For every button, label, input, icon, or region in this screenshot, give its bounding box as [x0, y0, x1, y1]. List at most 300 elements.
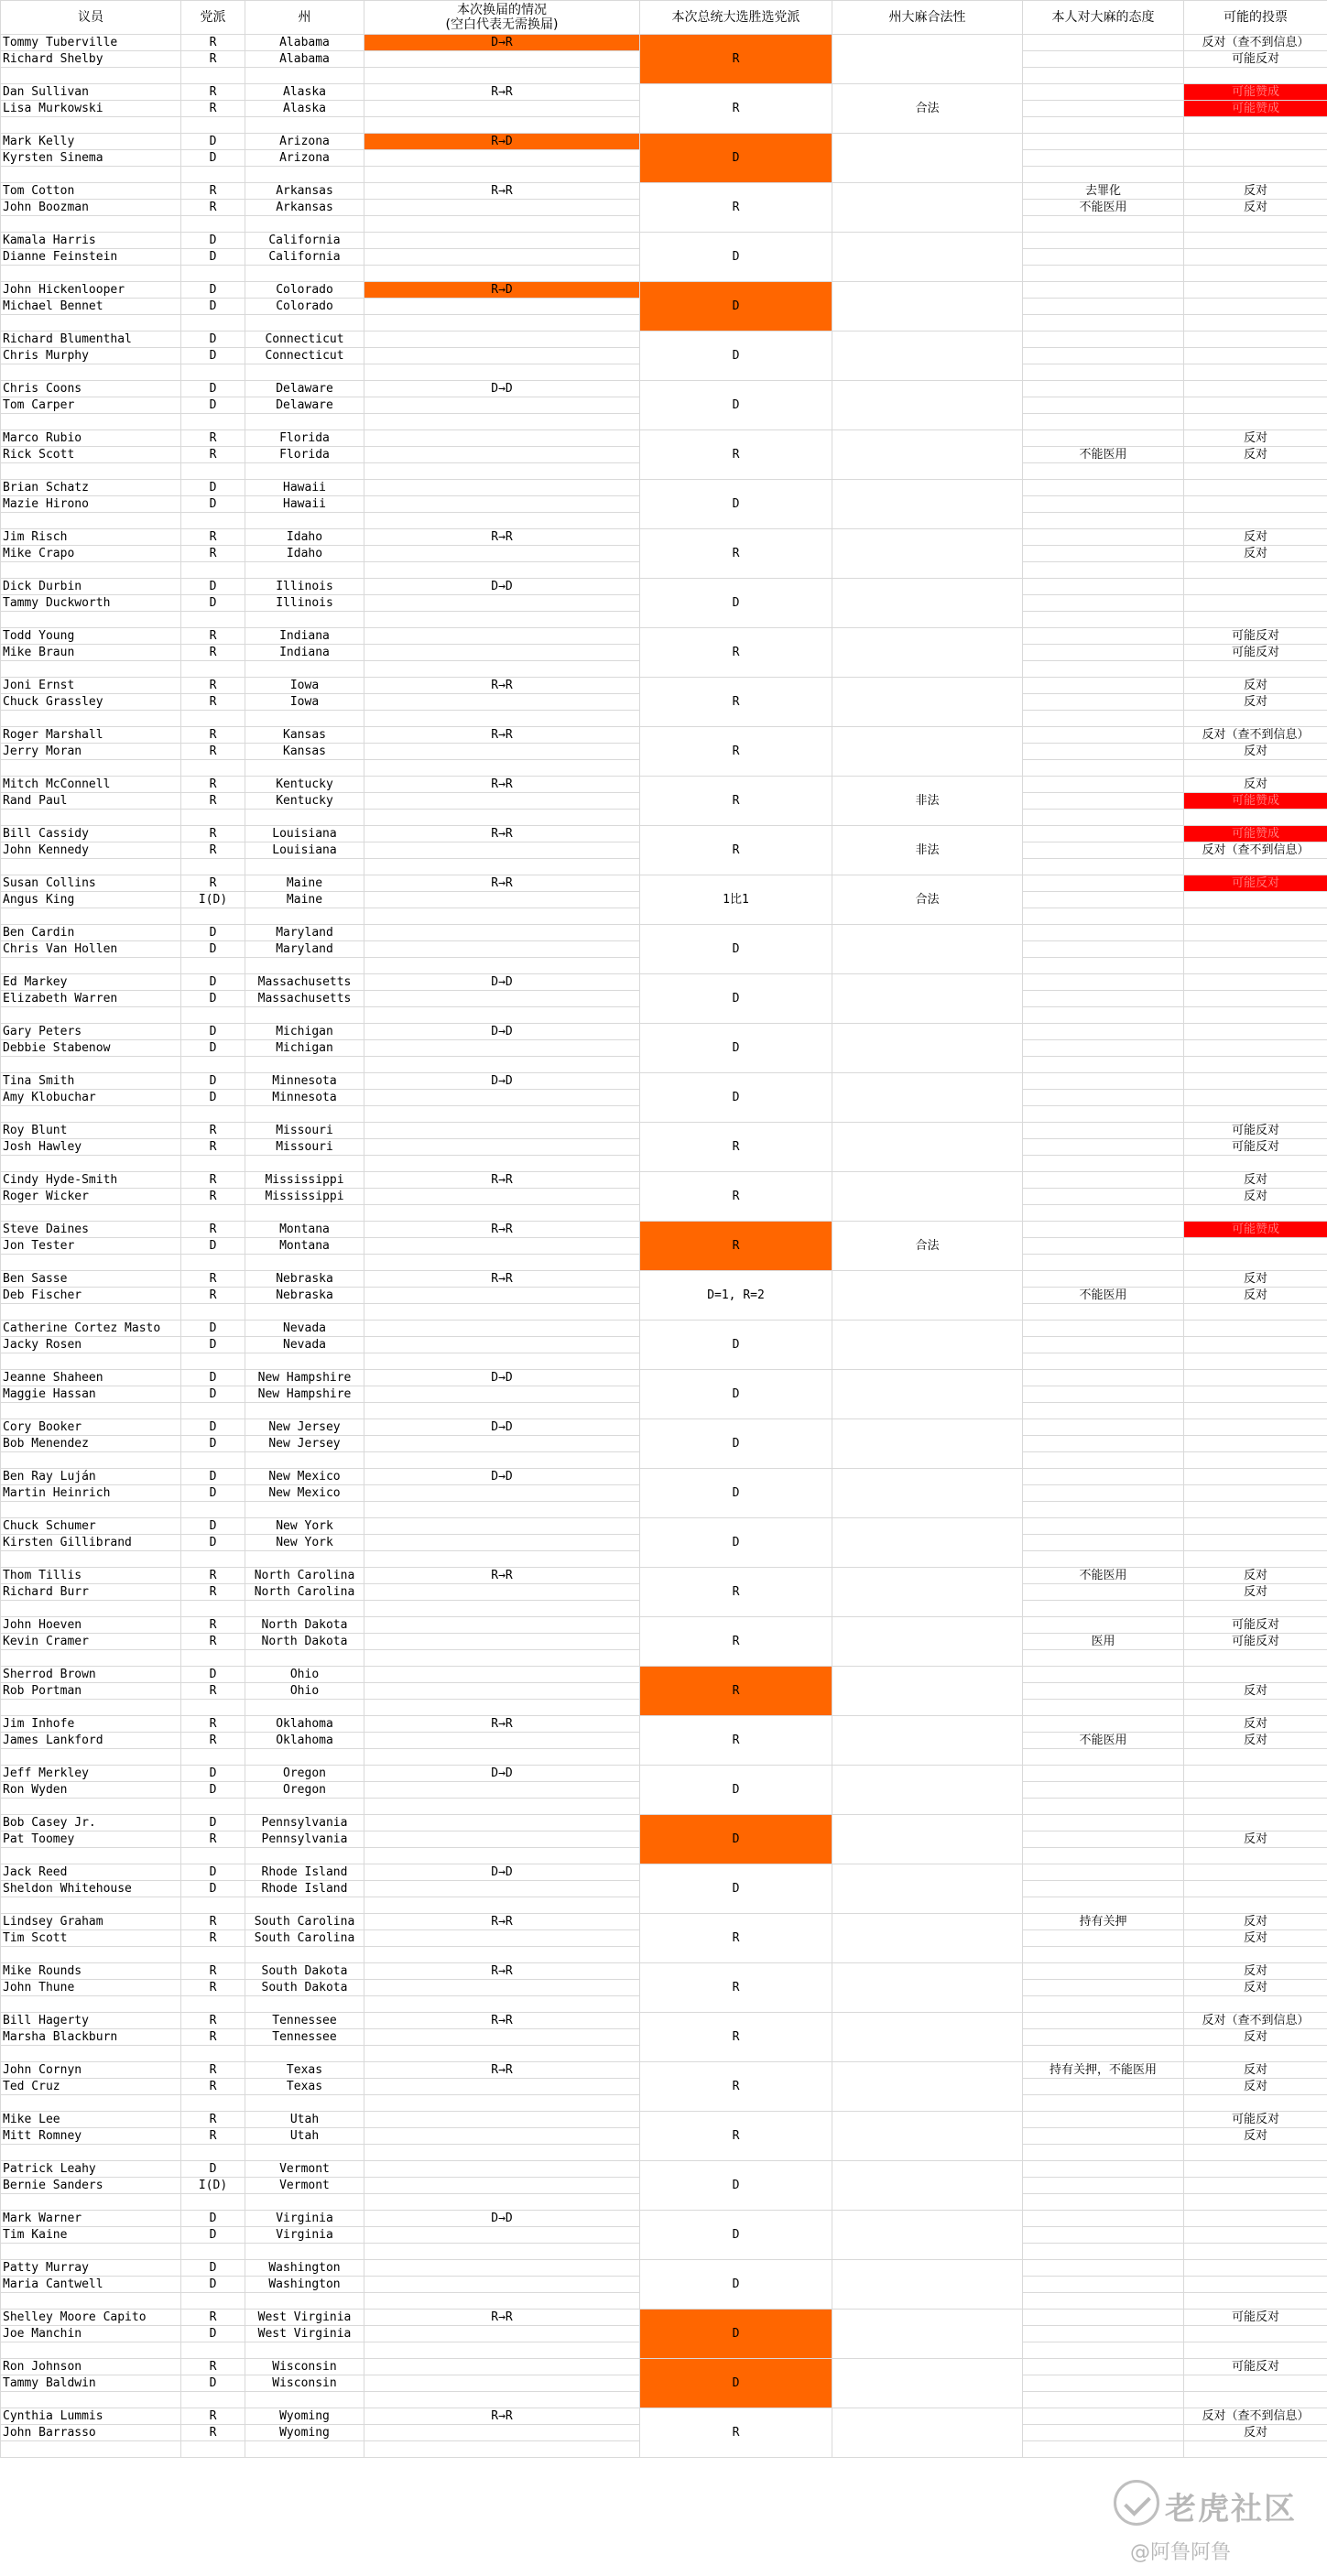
presidential-winner-cell[interactable]: 1比1	[640, 875, 832, 925]
empty-senator-cell[interactable]	[1, 266, 181, 282]
senator-name-cell[interactable]: Tim Kaine	[1, 2227, 181, 2244]
seat-change-cell[interactable]	[364, 892, 640, 908]
senator-name-cell[interactable]: Mike Rounds	[1, 1963, 181, 1980]
likely-vote-cell[interactable]: 反对	[1184, 546, 1327, 562]
seat-change-cell[interactable]	[364, 1634, 640, 1650]
empty-senator-cell[interactable]	[1, 1304, 181, 1321]
attitude-cell[interactable]: 持有关押，不能医用	[1023, 2062, 1184, 2079]
empty-seat-change-cell[interactable]	[364, 68, 640, 84]
state-legality-cell[interactable]	[832, 1123, 1023, 1172]
party-cell[interactable]: R	[181, 84, 245, 101]
seat-change-cell[interactable]	[364, 793, 640, 810]
state-cell[interactable]: Michigan	[245, 1024, 364, 1040]
state-cell[interactable]: Pennsylvania	[245, 1815, 364, 1831]
state-cell[interactable]: Missouri	[245, 1123, 364, 1139]
senator-name-cell[interactable]: Joe Manchin	[1, 2326, 181, 2342]
attitude-cell[interactable]	[1023, 793, 1184, 810]
empty-likely-vote-cell[interactable]	[1184, 1897, 1327, 1914]
state-cell[interactable]: Montana	[245, 1238, 364, 1255]
seat-change-cell[interactable]	[364, 842, 640, 859]
seat-change-cell[interactable]: R→R	[364, 1222, 640, 1238]
likely-vote-cell[interactable]: 可能反对	[1184, 2359, 1327, 2375]
senator-name-cell[interactable]: Joni Ernst	[1, 678, 181, 694]
senator-name-cell[interactable]: Gary Peters	[1, 1024, 181, 1040]
empty-senator-cell[interactable]	[1, 2342, 181, 2359]
seat-change-cell[interactable]	[364, 200, 640, 216]
state-cell[interactable]: Kansas	[245, 727, 364, 744]
likely-vote-cell[interactable]	[1184, 1024, 1327, 1040]
attitude-cell[interactable]	[1023, 299, 1184, 315]
presidential-winner-cell[interactable]: D	[640, 381, 832, 430]
state-legality-cell[interactable]: 合法	[832, 84, 1023, 134]
presidential-winner-cell[interactable]: D	[640, 2359, 832, 2408]
party-cell[interactable]: I(D)	[181, 892, 245, 908]
state-legality-cell[interactable]	[832, 1864, 1023, 1914]
header-seat-change[interactable]: 本次换届的情况 (空白代表无需换届)	[364, 1, 640, 35]
presidential-winner-cell[interactable]: D	[640, 1766, 832, 1815]
likely-vote-cell[interactable]	[1184, 579, 1327, 595]
seat-change-cell[interactable]	[364, 299, 640, 315]
seat-change-cell[interactable]	[364, 1518, 640, 1535]
likely-vote-cell[interactable]: 反对	[1184, 200, 1327, 216]
attitude-cell[interactable]	[1023, 1518, 1184, 1535]
empty-likely-vote-cell[interactable]	[1184, 661, 1327, 678]
empty-senator-cell[interactable]	[1, 414, 181, 430]
party-cell[interactable]: D	[181, 1518, 245, 1535]
senator-name-cell[interactable]: Chris Coons	[1, 381, 181, 397]
party-cell[interactable]: R	[181, 1271, 245, 1288]
likely-vote-cell[interactable]	[1184, 150, 1327, 167]
senator-name-cell[interactable]: Mitt Romney	[1, 2128, 181, 2145]
seat-change-cell[interactable]	[364, 1930, 640, 1947]
empty-party-cell[interactable]	[181, 562, 245, 579]
state-cell[interactable]: Hawaii	[245, 480, 364, 496]
empty-attitude-cell[interactable]	[1023, 810, 1184, 826]
likely-vote-cell[interactable]: 可能反对	[1184, 645, 1327, 661]
seat-change-cell[interactable]	[364, 2227, 640, 2244]
likely-vote-cell[interactable]	[1184, 991, 1327, 1007]
attitude-cell[interactable]: 不能医用	[1023, 1733, 1184, 1749]
empty-senator-cell[interactable]	[1, 2145, 181, 2161]
likely-vote-cell[interactable]	[1184, 332, 1327, 348]
empty-senator-cell[interactable]	[1, 2392, 181, 2408]
empty-state-cell[interactable]	[245, 414, 364, 430]
empty-attitude-cell[interactable]	[1023, 1353, 1184, 1370]
senator-name-cell[interactable]: Kevin Cramer	[1, 1634, 181, 1650]
presidential-winner-cell[interactable]: D	[640, 1370, 832, 1419]
state-legality-cell[interactable]	[832, 1963, 1023, 2013]
state-cell[interactable]: West Virginia	[245, 2326, 364, 2342]
state-cell[interactable]: Minnesota	[245, 1090, 364, 1106]
seat-change-cell[interactable]	[364, 694, 640, 711]
likely-vote-cell[interactable]	[1184, 1419, 1327, 1436]
empty-attitude-cell[interactable]	[1023, 908, 1184, 925]
party-cell[interactable]: R	[181, 645, 245, 661]
empty-party-cell[interactable]	[181, 364, 245, 381]
presidential-winner-cell[interactable]: R	[640, 1963, 832, 2013]
attitude-cell[interactable]	[1023, 1073, 1184, 1090]
presidential-winner-cell[interactable]: D	[640, 1321, 832, 1370]
party-cell[interactable]: D	[181, 2227, 245, 2244]
empty-party-cell[interactable]	[181, 315, 245, 332]
attitude-cell[interactable]	[1023, 1123, 1184, 1139]
empty-likely-vote-cell[interactable]	[1184, 364, 1327, 381]
state-legality-cell[interactable]	[832, 480, 1023, 529]
empty-seat-change-cell[interactable]	[364, 117, 640, 134]
party-cell[interactable]: D	[181, 1370, 245, 1386]
empty-likely-vote-cell[interactable]	[1184, 1947, 1327, 1963]
empty-party-cell[interactable]	[181, 2046, 245, 2062]
empty-party-cell[interactable]	[181, 1057, 245, 1073]
empty-attitude-cell[interactable]	[1023, 562, 1184, 579]
state-cell[interactable]: Louisiana	[245, 842, 364, 859]
empty-party-cell[interactable]	[181, 661, 245, 678]
party-cell[interactable]: R	[181, 447, 245, 463]
empty-seat-change-cell[interactable]	[364, 315, 640, 332]
empty-party-cell[interactable]	[181, 1650, 245, 1667]
empty-senator-cell[interactable]	[1, 1996, 181, 2013]
party-cell[interactable]: D	[181, 1815, 245, 1831]
empty-party-cell[interactable]	[181, 167, 245, 183]
state-cell[interactable]: Utah	[245, 2112, 364, 2128]
seat-change-cell[interactable]	[364, 1386, 640, 1403]
senator-name-cell[interactable]: Maria Cantwell	[1, 2277, 181, 2293]
likely-vote-cell[interactable]	[1184, 233, 1327, 249]
seat-change-cell[interactable]	[364, 744, 640, 760]
senator-name-cell[interactable]: Kamala Harris	[1, 233, 181, 249]
senator-name-cell[interactable]: Tina Smith	[1, 1073, 181, 1090]
empty-likely-vote-cell[interactable]	[1184, 2293, 1327, 2310]
likely-vote-cell[interactable]	[1184, 381, 1327, 397]
seat-change-cell[interactable]	[364, 1584, 640, 1601]
empty-party-cell[interactable]	[181, 463, 245, 480]
empty-likely-vote-cell[interactable]	[1184, 612, 1327, 628]
empty-seat-change-cell[interactable]	[364, 2194, 640, 2211]
empty-senator-cell[interactable]	[1, 1601, 181, 1617]
party-cell[interactable]: R	[181, 1189, 245, 1205]
senator-name-cell[interactable]: Richard Burr	[1, 1584, 181, 1601]
likely-vote-cell[interactable]: 反对	[1184, 1980, 1327, 1996]
empty-attitude-cell[interactable]	[1023, 661, 1184, 678]
likely-vote-cell[interactable]: 可能反对	[1184, 628, 1327, 645]
party-cell[interactable]: R	[181, 777, 245, 793]
attitude-cell[interactable]	[1023, 1386, 1184, 1403]
likely-vote-cell[interactable]	[1184, 2227, 1327, 2244]
party-cell[interactable]: D	[181, 480, 245, 496]
senator-name-cell[interactable]: Jack Reed	[1, 1864, 181, 1881]
state-cell[interactable]: South Dakota	[245, 1980, 364, 1996]
attitude-cell[interactable]	[1023, 2211, 1184, 2227]
empty-seat-change-cell[interactable]	[364, 513, 640, 529]
empty-senator-cell[interactable]	[1, 1255, 181, 1271]
empty-likely-vote-cell[interactable]	[1184, 810, 1327, 826]
state-cell[interactable]: Massachusetts	[245, 974, 364, 991]
state-legality-cell[interactable]	[832, 1172, 1023, 1222]
empty-likely-vote-cell[interactable]	[1184, 2244, 1327, 2260]
presidential-winner-cell[interactable]: D	[640, 282, 832, 332]
party-cell[interactable]: R	[181, 826, 245, 842]
empty-attitude-cell[interactable]	[1023, 711, 1184, 727]
party-cell[interactable]: D	[181, 1535, 245, 1551]
empty-attitude-cell[interactable]	[1023, 859, 1184, 875]
state-legality-cell[interactable]	[832, 1568, 1023, 1617]
party-cell[interactable]: D	[181, 1436, 245, 1452]
likely-vote-cell[interactable]	[1184, 397, 1327, 414]
empty-seat-change-cell[interactable]	[364, 1255, 640, 1271]
party-cell[interactable]: R	[181, 35, 245, 51]
senator-name-cell[interactable]: Thom Tillis	[1, 1568, 181, 1584]
empty-senator-cell[interactable]	[1, 1947, 181, 1963]
empty-party-cell[interactable]	[181, 2244, 245, 2260]
empty-likely-vote-cell[interactable]	[1184, 958, 1327, 974]
likely-vote-cell[interactable]: 反对	[1184, 1733, 1327, 1749]
seat-change-cell[interactable]: R→R	[364, 2408, 640, 2425]
senator-name-cell[interactable]: Dick Durbin	[1, 579, 181, 595]
attitude-cell[interactable]	[1023, 875, 1184, 892]
senator-name-cell[interactable]: Jacky Rosen	[1, 1337, 181, 1353]
state-cell[interactable]: New Hampshire	[245, 1386, 364, 1403]
empty-likely-vote-cell[interactable]	[1184, 1007, 1327, 1024]
empty-state-cell[interactable]	[245, 1996, 364, 2013]
senator-name-cell[interactable]: Tammy Baldwin	[1, 2375, 181, 2392]
empty-attitude-cell[interactable]	[1023, 1502, 1184, 1518]
empty-seat-change-cell[interactable]	[364, 760, 640, 777]
empty-party-cell[interactable]	[181, 2194, 245, 2211]
likely-vote-cell[interactable]	[1184, 1370, 1327, 1386]
state-legality-cell[interactable]	[832, 2112, 1023, 2161]
state-legality-cell[interactable]	[832, 2211, 1023, 2260]
party-cell[interactable]: R	[181, 546, 245, 562]
senator-name-cell[interactable]: Mark Kelly	[1, 134, 181, 150]
senator-name-cell[interactable]: Josh Hawley	[1, 1139, 181, 1156]
empty-attitude-cell[interactable]	[1023, 1255, 1184, 1271]
empty-seat-change-cell[interactable]	[364, 1353, 640, 1370]
senator-name-cell[interactable]: Chuck Grassley	[1, 694, 181, 711]
likely-vote-cell[interactable]: 反对	[1184, 1568, 1327, 1584]
party-cell[interactable]: R	[181, 1683, 245, 1700]
likely-vote-cell[interactable]: 反对（查不到信息）	[1184, 2408, 1327, 2425]
state-cell[interactable]: Arkansas	[245, 183, 364, 200]
party-cell[interactable]: D	[181, 991, 245, 1007]
presidential-winner-cell[interactable]: D	[640, 1024, 832, 1073]
presidential-winner-cell[interactable]: D	[640, 480, 832, 529]
empty-party-cell[interactable]	[181, 1452, 245, 1469]
empty-party-cell[interactable]	[181, 760, 245, 777]
likely-vote-cell[interactable]	[1184, 1881, 1327, 1897]
seat-change-cell[interactable]: D→R	[364, 35, 640, 51]
seat-change-cell[interactable]	[364, 546, 640, 562]
seat-change-cell[interactable]	[364, 1881, 640, 1897]
state-cell[interactable]: Rhode Island	[245, 1881, 364, 1897]
empty-senator-cell[interactable]	[1, 463, 181, 480]
presidential-winner-cell[interactable]: R	[640, 1123, 832, 1172]
attitude-cell[interactable]: 不能医用	[1023, 1568, 1184, 1584]
likely-vote-cell[interactable]: 反对	[1184, 744, 1327, 760]
likely-vote-cell[interactable]	[1184, 1238, 1327, 1255]
likely-vote-cell[interactable]	[1184, 1040, 1327, 1057]
likely-vote-cell[interactable]	[1184, 2161, 1327, 2178]
seat-change-cell[interactable]	[364, 1683, 640, 1700]
empty-seat-change-cell[interactable]	[364, 1304, 640, 1321]
senator-name-cell[interactable]: Richard Blumenthal	[1, 332, 181, 348]
state-legality-cell[interactable]	[832, 529, 1023, 579]
likely-vote-cell[interactable]	[1184, 1518, 1327, 1535]
state-cell[interactable]: Mississippi	[245, 1172, 364, 1189]
empty-state-cell[interactable]	[245, 562, 364, 579]
likely-vote-cell[interactable]	[1184, 1469, 1327, 1485]
senator-name-cell[interactable]: Tim Scott	[1, 1930, 181, 1947]
seat-change-cell[interactable]	[364, 233, 640, 249]
senator-name-cell[interactable]: Mike Braun	[1, 645, 181, 661]
likely-vote-cell[interactable]: 反对	[1184, 1963, 1327, 1980]
empty-senator-cell[interactable]	[1, 1403, 181, 1419]
likely-vote-cell[interactable]	[1184, 1766, 1327, 1782]
seat-change-cell[interactable]	[364, 1139, 640, 1156]
senator-name-cell[interactable]: Ben Sasse	[1, 1271, 181, 1288]
party-cell[interactable]: R	[181, 430, 245, 447]
attitude-cell[interactable]	[1023, 2277, 1184, 2293]
likely-vote-cell[interactable]	[1184, 941, 1327, 958]
attitude-cell[interactable]	[1023, 1980, 1184, 1996]
empty-senator-cell[interactable]	[1, 68, 181, 84]
empty-seat-change-cell[interactable]	[364, 364, 640, 381]
empty-party-cell[interactable]	[181, 2441, 245, 2458]
presidential-winner-cell[interactable]: R	[640, 1667, 832, 1716]
attitude-cell[interactable]	[1023, 233, 1184, 249]
empty-party-cell[interactable]	[181, 2342, 245, 2359]
likely-vote-cell[interactable]	[1184, 1667, 1327, 1683]
empty-senator-cell[interactable]	[1, 562, 181, 579]
seat-change-cell[interactable]: D→D	[364, 1073, 640, 1090]
presidential-winner-cell[interactable]: R	[640, 1222, 832, 1271]
state-legality-cell[interactable]: 合法	[832, 875, 1023, 925]
empty-attitude-cell[interactable]	[1023, 364, 1184, 381]
empty-party-cell[interactable]	[181, 1106, 245, 1123]
state-legality-cell[interactable]	[832, 1667, 1023, 1716]
likely-vote-cell[interactable]	[1184, 595, 1327, 612]
empty-likely-vote-cell[interactable]	[1184, 760, 1327, 777]
presidential-winner-cell[interactable]: R	[640, 1172, 832, 1222]
attitude-cell[interactable]	[1023, 727, 1184, 744]
attitude-cell[interactable]	[1023, 1419, 1184, 1436]
party-cell[interactable]: D	[181, 1321, 245, 1337]
party-cell[interactable]: R	[181, 1123, 245, 1139]
state-cell[interactable]: South Carolina	[245, 1930, 364, 1947]
party-cell[interactable]: R	[181, 1930, 245, 1947]
state-cell[interactable]: Iowa	[245, 694, 364, 711]
state-legality-cell[interactable]	[832, 2062, 1023, 2112]
attitude-cell[interactable]	[1023, 941, 1184, 958]
empty-state-cell[interactable]	[245, 1848, 364, 1864]
seat-change-cell[interactable]	[364, 1815, 640, 1831]
senator-name-cell[interactable]: Ted Cruz	[1, 2079, 181, 2095]
header-state-legality[interactable]: 州大麻合法性	[832, 1, 1023, 35]
empty-party-cell[interactable]	[181, 958, 245, 974]
seat-change-cell[interactable]: R→R	[364, 84, 640, 101]
empty-senator-cell[interactable]	[1, 1156, 181, 1172]
party-cell[interactable]: D	[181, 348, 245, 364]
empty-party-cell[interactable]	[181, 1947, 245, 1963]
state-cell[interactable]: Arizona	[245, 134, 364, 150]
attitude-cell[interactable]	[1023, 249, 1184, 266]
senator-name-cell[interactable]: Cynthia Lummis	[1, 2408, 181, 2425]
empty-state-cell[interactable]	[245, 1749, 364, 1766]
seat-change-cell[interactable]	[364, 2112, 640, 2128]
attitude-cell[interactable]	[1023, 1238, 1184, 1255]
attitude-cell[interactable]	[1023, 2326, 1184, 2342]
empty-senator-cell[interactable]	[1, 1057, 181, 1073]
seat-change-cell[interactable]	[364, 1980, 640, 1996]
empty-attitude-cell[interactable]	[1023, 2441, 1184, 2458]
empty-attitude-cell[interactable]	[1023, 1007, 1184, 1024]
empty-state-cell[interactable]	[245, 908, 364, 925]
senator-name-cell[interactable]: Ed Markey	[1, 974, 181, 991]
state-legality-cell[interactable]	[832, 282, 1023, 332]
empty-state-cell[interactable]	[245, 2293, 364, 2310]
senator-name-cell[interactable]: Bob Casey Jr.	[1, 1815, 181, 1831]
empty-state-cell[interactable]	[245, 315, 364, 332]
empty-attitude-cell[interactable]	[1023, 2194, 1184, 2211]
empty-likely-vote-cell[interactable]	[1184, 1650, 1327, 1667]
party-cell[interactable]: D	[181, 1469, 245, 1485]
presidential-winner-cell[interactable]: D	[640, 579, 832, 628]
empty-party-cell[interactable]	[181, 68, 245, 84]
attitude-cell[interactable]	[1023, 1930, 1184, 1947]
empty-party-cell[interactable]	[181, 1255, 245, 1271]
state-cell[interactable]: Pennsylvania	[245, 1831, 364, 1848]
party-cell[interactable]: D	[181, 1419, 245, 1436]
state-cell[interactable]: Michigan	[245, 1040, 364, 1057]
presidential-winner-cell[interactable]: D	[640, 1815, 832, 1864]
state-cell[interactable]: Hawaii	[245, 496, 364, 513]
seat-change-cell[interactable]: R→D	[364, 282, 640, 299]
empty-attitude-cell[interactable]	[1023, 463, 1184, 480]
empty-seat-change-cell[interactable]	[364, 1996, 640, 2013]
party-cell[interactable]: R	[181, 2029, 245, 2046]
seat-change-cell[interactable]	[364, 348, 640, 364]
empty-state-cell[interactable]	[245, 810, 364, 826]
seat-change-cell[interactable]: D→D	[364, 974, 640, 991]
state-legality-cell[interactable]	[832, 430, 1023, 480]
seat-change-cell[interactable]: R→R	[364, 2310, 640, 2326]
seat-change-cell[interactable]	[364, 480, 640, 496]
party-cell[interactable]: D	[181, 1881, 245, 1897]
attitude-cell[interactable]: 不能医用	[1023, 200, 1184, 216]
seat-change-cell[interactable]	[364, 2425, 640, 2441]
presidential-winner-cell[interactable]: D=1, R=2	[640, 1271, 832, 1321]
presidential-winner-cell[interactable]: D	[640, 2211, 832, 2260]
likely-vote-cell[interactable]: 可能赞成	[1184, 84, 1327, 101]
likely-vote-cell[interactable]	[1184, 1864, 1327, 1881]
state-cell[interactable]: New York	[245, 1518, 364, 1535]
empty-senator-cell[interactable]	[1, 1205, 181, 1222]
empty-state-cell[interactable]	[245, 1601, 364, 1617]
senator-name-cell[interactable]: John Thune	[1, 1980, 181, 1996]
state-cell[interactable]: Vermont	[245, 2161, 364, 2178]
party-cell[interactable]: D	[181, 2161, 245, 2178]
empty-attitude-cell[interactable]	[1023, 266, 1184, 282]
empty-party-cell[interactable]	[181, 117, 245, 134]
seat-change-cell[interactable]	[364, 645, 640, 661]
seat-change-cell[interactable]: R→R	[364, 529, 640, 546]
attitude-cell[interactable]	[1023, 381, 1184, 397]
likely-vote-cell[interactable]: 反对	[1184, 183, 1327, 200]
seat-change-cell[interactable]	[364, 1436, 640, 1452]
empty-seat-change-cell[interactable]	[364, 661, 640, 678]
state-cell[interactable]: Oregon	[245, 1782, 364, 1799]
seat-change-cell[interactable]	[364, 2277, 640, 2293]
senator-name-cell[interactable]: Dan Sullivan	[1, 84, 181, 101]
